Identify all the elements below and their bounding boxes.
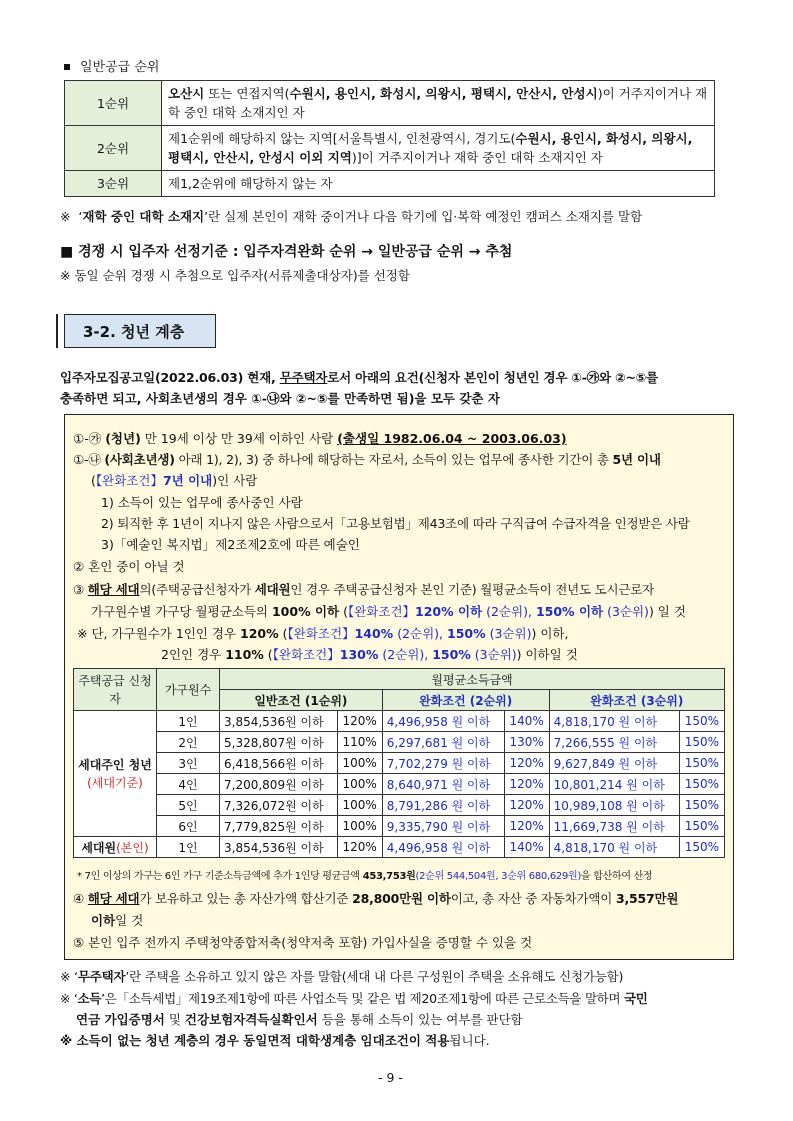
req-2: ② 혼인 중이 아닐 것 [73, 559, 185, 574]
group-member: 세대원(본인) [74, 837, 157, 858]
table-row: 6인 7,779,825원 이하 100% 9,335,790 원 이하 120% 11,669,738 원 이하 150% [74, 816, 725, 837]
note-income-line-2: 연금 가입증명서 및 건강보험자격득실확인서 등을 통해 소득이 있는 여부를 판단함 [76, 1012, 523, 1027]
rank-label: 1순위 [65, 81, 162, 126]
header-relax2: 완화조건 (2순위) [382, 690, 549, 711]
group-householder: 세대주인 청년 (세대기준) [74, 711, 157, 837]
table-row [65, 81, 715, 126]
header-general: 일반조건 (1순위) [220, 690, 383, 711]
table-row: 5인 7,326,072원 이하 100% 8,791,286 원 이하 120% 10,989,108 원 이하 150% [74, 795, 725, 816]
rank-desc: 오산시 또는 연접지역(수원시, 용인시, 화성시, 의왕시, 평택시, 안산시, 안성시)이 거주지이거나 재학 중인 대학 소재지인 자 [162, 81, 715, 126]
table-row: 4인 7,200,809원 이하 100% 8,640,971 원 이하 120% 10,801,214 원 이하 150% [74, 774, 725, 795]
income-table [73, 668, 725, 858]
note-homeless: ※ ‘무주택자’란 주택을 소유하고 있지 않은 자를 말함(세대 내 다른 구성원이 주택을 소유해도 신청가능함) [60, 969, 624, 984]
square-bullet-icon [64, 64, 70, 70]
req-3-line-4: 2인인 경우 110% (【완화조건】130% (2순위), 150% (3순위)) 이하일 것 [161, 647, 578, 662]
req-4-line-1: ④ 해당 세대가 보유하고 있는 총 자산가액 합산기준 28,800만원 이하이고, 총 자산 중 자동차가액이 3,557만원 [73, 891, 679, 906]
page-number: - 9 - [378, 1070, 403, 1085]
req-1a: ①-㉮ (청년) 만 19세 이상 만 39세 이하인 사람 (출생일 1982.06.04 ~ 2003.06.03) [73, 431, 567, 446]
general-supply-heading: 일반공급 순위 [64, 56, 159, 75]
note-no-income: ※ 소득이 없는 청년 계층의 경우 동일면적 대학생계층 임대조건이 적용됩니다. [60, 1033, 490, 1048]
req-1b-line-1: ①-㉯ (사회초년생) 아래 1), 2), 3) 중 하나에 해당하는 자로서, 소득이 있는 업무에 종사한 기간이 총 5년 이내 [73, 452, 661, 467]
table-row: 세대원(본인) 1인 3,854,536원 이하 120% 4,496,958 원 이하 140% 4,818,170 원 이하 150% [74, 837, 725, 858]
section-title-box [64, 314, 216, 348]
table-row [65, 171, 715, 197]
req-3-line-3: ※ 단, 가구원수가 1인인 경우 120% (【완화조건】140% (2순위), 150% (3순위)) 이하, [77, 626, 569, 641]
selection-criteria-title: ■ 경쟁 시 입주자 선정기준 : 입주자격완화 순위 → 일반공급 순위 → 추첨 [60, 244, 513, 260]
header-relax3: 완화조건 (3순위) [549, 690, 724, 711]
req-1b-item: 2) 퇴직한 후 1년이 지나지 않은 사람으로서「고용보험법」제43조에 따라 구직급여 수급자격을 인정받은 사람 [101, 516, 690, 531]
table-row: 세대주인 청년 (세대기준) 1인 3,854,536원 이하 120% 4,496,958 원 이하 140% 4,818,170 원 이하 150% [74, 711, 725, 732]
header-income: 월평균소득금액 [220, 669, 725, 690]
req-3-line-1: ③ 해당 세대의(주택공급신청자가 세대원인 경우 주택공급신청자 본인 기준) 월평균소득이 전년도 도시근로자 [73, 582, 654, 597]
rank-desc: 제1,2순위에 해당하지 않는 자 [162, 171, 715, 197]
req-3-line-2: 가구원수별 가구당 월평균소득의 100% 이하 (【완화조건】120% 이하 (2순위), 150% 이하 (3순위)) 일 것 [91, 604, 686, 619]
note-income-line-1: ※ ‘소득’은「소득세법」제19조제1항에 따른 사업소득 및 같은 법 제20조제1항에 따른 근로소득을 말하며 국민 [60, 991, 648, 1006]
table-row: 2인 5,328,807원 이하 110% 6,297,681 원 이하 130% 7,266,555 원 이하 150% [74, 732, 725, 753]
table-footnote: * 7인 이상의 가구는 6인 가구 기준소득금액에 추가 1인당 평균금액 453,753원(2순위 544,504원, 3순위 680,629원)을 합산하여 산정 [77, 871, 653, 882]
req-1b-item: 1) 소득이 있는 업무에 종사중인 사람 [101, 495, 303, 510]
req-1b-item: 3)「예술인 복지법」제2조제2호에 따른 예술인 [101, 537, 360, 552]
requirements-box [64, 414, 734, 960]
selection-criteria-note: ※ 동일 순위 경쟁 시 추첨으로 입주자(서류제출대상자)를 선정함 [60, 268, 410, 283]
rank-label: 3순위 [65, 171, 162, 197]
req-1b-line-2: (【완화조건】7년 이내)인 사람 [91, 473, 258, 488]
intro-line-2: 충족하면 되고, 사회초년생의 경우 ①-㉯와 ②~⑤를 만족하면 됨)을 모두 갖춘 자 [60, 391, 500, 406]
req-4-line-2: 이하일 것 [91, 913, 144, 928]
table-row: 3인 6,418,566원 이하 100% 7,702,279 원 이하 120% 9,627,849 원 이하 150% [74, 753, 725, 774]
table-row [65, 126, 715, 171]
header-household: 가구원수 [157, 669, 220, 711]
req-5: ⑤ 본인 입주 전까지 주택청약종합저축(청약저축 포함) 가입사실을 증명할 수 있을 것 [73, 935, 533, 950]
rank-label: 2순위 [65, 126, 162, 171]
section-title: 3-2. 청년 계층 [83, 323, 185, 341]
campus-note: ※ ‘재학 중인 대학 소재지’란 실제 본인이 재학 중이거나 다음 학기에 입·복학 예정인 캠퍼스 소재지를 말함 [60, 209, 643, 224]
rank-desc: 제1순위에 해당하지 않는 지역[서울특별시, 인천광역시, 경기도(수원시, 용인시, 화성시, 의왕시, 평택시, 안산시, 안성시 이외 지역)]이 거주지이거나 재학 중인 대학 소재지인 자 [162, 126, 715, 171]
rank-table [64, 80, 715, 197]
intro-line-1: 입주자모집공고일(2022.06.03) 현재, 무주택자로서 아래의 요건(신청자 본인이 청년인 경우 ①-㉮와 ②~⑤를 [60, 370, 659, 385]
header-applicant: 주택공급 신청자 [74, 669, 157, 711]
